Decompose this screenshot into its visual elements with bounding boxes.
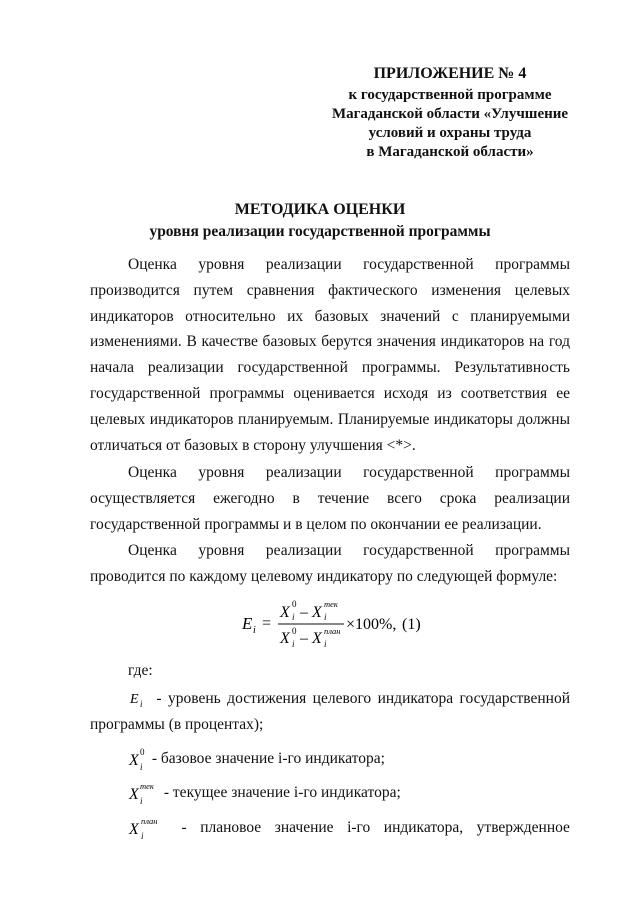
svg-text:i: i — [140, 699, 143, 710]
formula-equals: = — [262, 615, 272, 632]
where-label: где: — [128, 662, 153, 679]
svg-text:i: i — [141, 831, 144, 841]
symbol-e-i — [128, 689, 150, 709]
svg-text:i: i — [140, 762, 143, 773]
formula-multiplier: ×100%, — [346, 616, 397, 633]
formula-num-sub2: i — [324, 612, 327, 622]
appendix-line: Магаданской области «Улучшение — [331, 106, 569, 122]
formula-lhs: E — [242, 614, 253, 633]
formula-den-x1: X — [280, 630, 290, 647]
paragraph-formula-intro — [90, 538, 570, 590]
appendix-line: условий и охраны труда — [368, 125, 532, 141]
appendix-block — [300, 64, 600, 162]
formula-num-sup-current: тек — [324, 599, 338, 609]
formula-num-minus: – — [300, 604, 308, 621]
svg-text:X: X — [129, 821, 139, 838]
definition-x0-text: - базовое значение i-го индикатора; — [148, 750, 385, 767]
appendix-line: к государственной программе — [348, 87, 552, 103]
symbol-x-0 — [128, 746, 148, 772]
formula-number: (1) — [402, 616, 421, 633]
svg-text:X: X — [129, 786, 139, 804]
svg-text:X: X — [129, 752, 139, 770]
formula-den-sub2: i — [324, 639, 327, 649]
formula-den-sub1: i — [292, 639, 295, 649]
definition-word: индикатора, — [383, 819, 464, 837]
svg-text:0: 0 — [140, 747, 145, 758]
formula-num-x1: X — [280, 604, 290, 621]
definition-e-text: - уровень достижения целевого индикатора государственной программы (в процентах); — [90, 690, 570, 733]
paragraph-text: Оценка уровня реализации государственной программы проводится по каждому целевому индикатору по следующей формуле: — [90, 542, 570, 585]
definition-x-current-text: - текущее значение i-го индикатора; — [160, 784, 401, 801]
formula-den-sup-plan: план — [324, 626, 341, 636]
heading-title: МЕТОДИКА ОЦЕНКИ — [234, 201, 406, 218]
formula-den-sup0: 0 — [292, 626, 297, 636]
formula-den-x2: X — [312, 630, 322, 647]
document-heading — [60, 199, 580, 243]
definition-word: значение — [274, 819, 334, 837]
paragraph-text: Оценка уровня реализации государственной программы производится путем сравнения фактического изменения целевых индикаторов относительно их базовых значений с планируемыми изменениями. В качестве базовых берутся значения индикаторов на год начала реализации государственной программы. Результативность государственной программы оценивается исходя из соответствия ее целевых индикаторов планируемым. Планируемые индикаторы должны отличаться от базовых в сторону улучшения <*>. — [90, 256, 570, 454]
definition-x0 — [128, 746, 568, 772]
svg-text:тек: тек — [140, 781, 154, 792]
definition-word: i-го — [347, 819, 371, 837]
paragraph-text: Оценка уровня реализации государственной программы осуществляется ежегодно в течение всего срока реализации государственной программы и в целом по окончании ее реализации. — [90, 464, 570, 533]
definition-e — [90, 686, 570, 738]
symbol-x-plan — [128, 815, 168, 841]
svg-text:i: i — [140, 796, 143, 807]
definition-word: - — [181, 819, 187, 837]
svg-text:план: план — [141, 816, 158, 826]
appendix-title: ПРИЛОЖЕНИЕ № 4 — [373, 65, 527, 82]
formula-num-x2: X — [312, 604, 322, 621]
symbol-x-current — [128, 780, 160, 806]
svg-text:E: E — [130, 692, 139, 708]
appendix-line: в Магаданской области» — [366, 144, 534, 160]
formula-den-minus: – — [300, 630, 308, 647]
definition-word: плановое — [200, 819, 262, 837]
heading-subtitle: уровня реализации государственной программы — [149, 223, 491, 240]
definition-x-plan — [128, 815, 570, 841]
formula-1 — [236, 598, 466, 650]
paragraph-method-overview — [90, 252, 570, 458]
definition-word: утвержденное — [476, 819, 570, 837]
paragraph-assessment-period — [90, 460, 570, 537]
definition-x-current — [128, 780, 568, 806]
formula-num-sub1: i — [292, 612, 295, 622]
formula-lhs-sub: i — [253, 625, 256, 636]
formula-num-sup0: 0 — [292, 599, 297, 609]
